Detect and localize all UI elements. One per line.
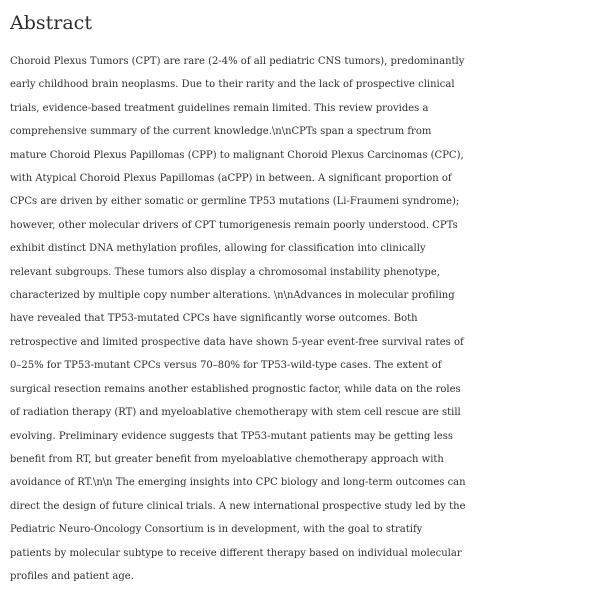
abstract-line: surgical resection remains another established prognostic factor, while data on the roles <box>10 383 461 395</box>
abstract-line: Choroid Plexus Tumors (CPT) are rare (2-4% of all pediatric CNS tumors), predominantly <box>10 56 465 67</box>
abstract-line: comprehensive summary of the current knowledge.\n\nCPTs span a spectrum from <box>10 126 432 138</box>
abstract-line: CPCs are driven by either somatic or germline TP53 mutations (Li-Fraumeni syndrome); <box>10 196 460 208</box>
abstract-line: exhibit distinct DNA methylation profiles, allowing for classification into clinically <box>10 243 426 255</box>
abstract-line: relevant subgroups. These tumors also display a chromosomal instability phenotype, <box>10 266 440 278</box>
abstract-line: characterized by multiple copy number alterations. \n\nAdvances in molecular profiling <box>10 290 455 302</box>
abstract-line: early childhood brain neoplasms. Due to their rarity and the lack of prospective clinical <box>10 79 455 91</box>
abstract-line: 0–25% for TP53-mutant CPCs versus 70–80% for TP53-wild-type cases. The extent of <box>10 360 442 372</box>
abstract-line: however, other molecular drivers of CPT tumorigenesis remain poorly understood. CPTs <box>10 219 458 231</box>
abstract-line: retrospective and limited prospective data have shown 5-year event-free survival rates of <box>10 336 464 348</box>
abstract-line: benefit from RT, but greater benefit from myeloablative chemotherapy approach with <box>10 453 444 465</box>
abstract-line: with Atypical Choroid Plexus Papillomas (aCPP) in between. A significant proportion of <box>10 173 452 185</box>
abstract-line: have revealed that TP53-mutated CPCs have significantly worse outcomes. Both <box>10 313 418 325</box>
abstract-line: mature Choroid Plexus Papillomas (CPP) to malignant Choroid Plexus Carcinomas (CPC), <box>10 149 464 161</box>
abstract-line: Pediatric Neuro-Oncology Consortium is in development, with the goal to stratify <box>10 524 423 536</box>
abstract-line: evolving. Preliminary evidence suggests that TP53-mutant patients may be getting less <box>10 430 453 442</box>
abstract-line: trials, evidence-based treatment guidelines remain limited. This review provides a <box>10 102 429 114</box>
abstract-line: patients by molecular subtype to receive different therapy based on individual molecular <box>10 547 462 559</box>
abstract-heading: Abstract <box>10 12 92 34</box>
abstract-line: profiles and patient age. <box>10 570 134 582</box>
abstract-line: avoidance of RT.\n\n The emerging insights into CPC biology and long-term outcomes can <box>10 477 466 489</box>
abstract-body <box>10 50 602 588</box>
abstract-line: direct the design of future clinical trials. A new international prospective study led by the <box>10 500 466 512</box>
abstract-line: of radiation therapy (RT) and myeloablative chemotherapy with stem cell rescue are still <box>10 407 461 419</box>
